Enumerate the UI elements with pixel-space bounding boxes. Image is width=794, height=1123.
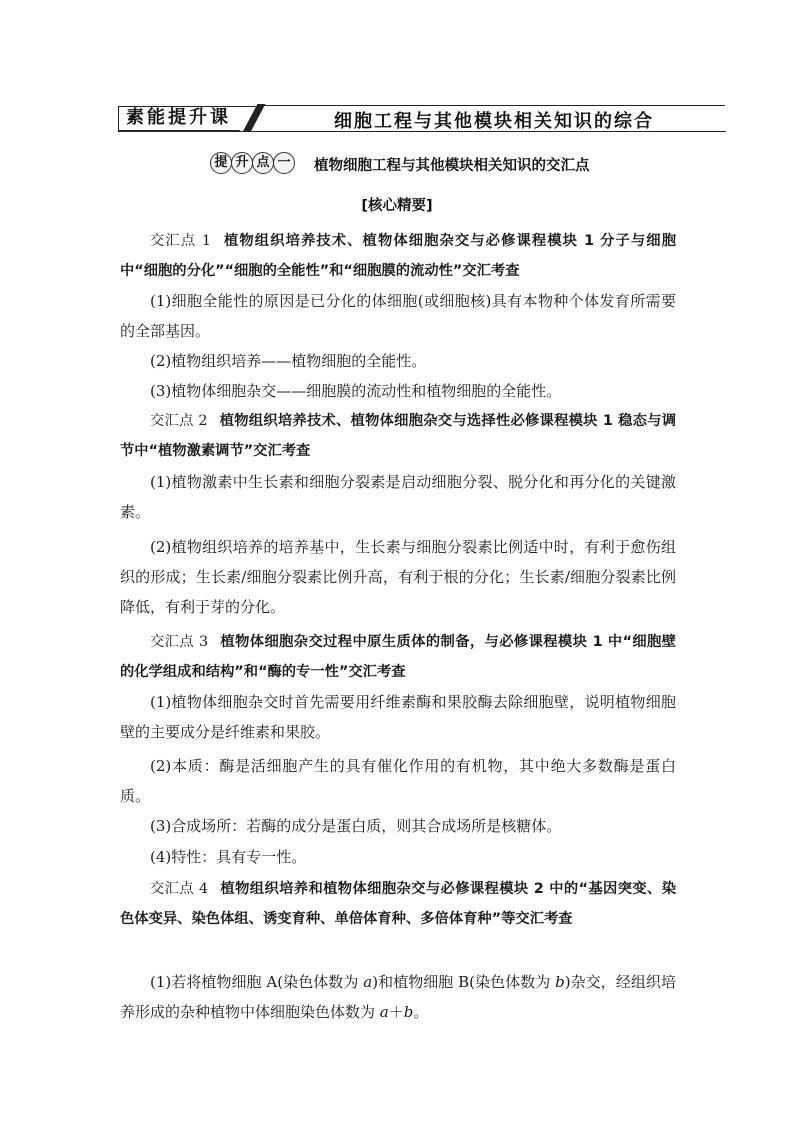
variable: a [363, 973, 373, 991]
intersection-point-2 [120, 406, 676, 466]
text-run: ＋ [388, 1003, 404, 1021]
variable: b [403, 1003, 414, 1021]
intersection-label: 交汇点 3 [150, 634, 209, 650]
text-run: )杂交，经组织培养形成的杂种植物中体细胞染色体数为 [120, 973, 676, 1021]
paragraph: (1)细胞全能性的原因是已分化的体细胞(或细胞核)具有本物种个体发育所需要的全部基因。 [120, 292, 676, 340]
paragraph: (2)植物组织培养的培养基中，生长素与细胞分裂素比例适中时，有利于愈伤组织的形成；生长素/细胞分裂素比例升高，有利于根的分化；生长素/细胞分裂素比例降低，有利于芽的分化。 [120, 538, 676, 616]
paragraph: (1)植物体细胞杂交时首先需要用纤维素酶和果胶酶去除细胞壁，说明植物细胞壁的主要成分是纤维素和果胶。 [120, 693, 676, 741]
lesson-header [118, 101, 726, 135]
intersection-text: 植物组织培养和植物体细胞杂交与必修课程模块 2 中的“基因突变、染色体变异、染色体组、诱变育种、单倍体育种、多倍体育种”等交汇考查 [120, 881, 677, 927]
text-run: 。 [413, 1003, 429, 1021]
section-badge-char: 点 [252, 152, 274, 174]
variable: a [379, 1003, 389, 1021]
header-top-rule [263, 105, 725, 106]
paragraph [120, 967, 676, 1027]
intersection-point-4 [120, 874, 676, 934]
core-summary-label: [核心精要] [361, 198, 433, 214]
section-badge [210, 152, 296, 174]
variable: b [555, 973, 565, 991]
paragraph: (4)特性：具有专一性。 [150, 848, 307, 866]
paragraph: (3)植物体细胞杂交——细胞膜的流动性和植物细胞的全能性。 [150, 382, 562, 400]
intersection-text: 植物体细胞杂交过程中原生质体的制备，与必修课程模块 1 中“细胞壁的化学组成和结构”和“酶的专一性”交汇考查 [120, 634, 677, 680]
text-run: (1)若将植物细胞 A(染色体数为 [150, 973, 364, 991]
paragraph: (2)本质：酶是活细胞产生的具有催化作用的有机物，其中绝大多数酶是蛋白质。 [120, 757, 676, 805]
paragraph: (1)植物激素中生长素和细胞分裂素是启动细胞分裂、脱分化和再分化的关键激素。 [120, 473, 676, 521]
page-title: 细胞工程与其他模块相关知识的综合 [334, 111, 654, 132]
paragraph: (3)合成场所：若酶的成分是蛋白质，则其合成场所是核糖体。 [150, 817, 562, 835]
text-run: )和植物细胞 B(染色体数为 [372, 973, 556, 991]
intersection-text: 植物组织培养技术、植物体细胞杂交与选择性必修课程模块 1 稳态与调节中“植物激素调节”交汇考查 [120, 413, 677, 459]
intersection-point-3 [120, 627, 676, 687]
section-title: 植物细胞工程与其他模块相关知识的交汇点 [314, 158, 590, 174]
intersection-label: 交汇点 1 [150, 233, 211, 249]
intersection-label: 交汇点 4 [150, 881, 209, 897]
section-badge-char: 升 [231, 152, 253, 174]
section-badge-char: 一 [273, 152, 295, 174]
intersection-point-1 [120, 226, 676, 286]
intersection-text: 植物组织培养技术、植物体细胞杂交与必修课程模块 1 分子与细胞中“细胞的分化”“细胞的全能性”和“细胞膜的流动性”交汇考查 [120, 233, 677, 279]
lesson-type-label: 素能提升课 [126, 107, 231, 128]
section-badge-char: 提 [210, 152, 232, 174]
paragraph: (2)植物组织培养——植物细胞的全能性。 [150, 352, 427, 370]
intersection-label: 交汇点 2 [150, 413, 208, 429]
